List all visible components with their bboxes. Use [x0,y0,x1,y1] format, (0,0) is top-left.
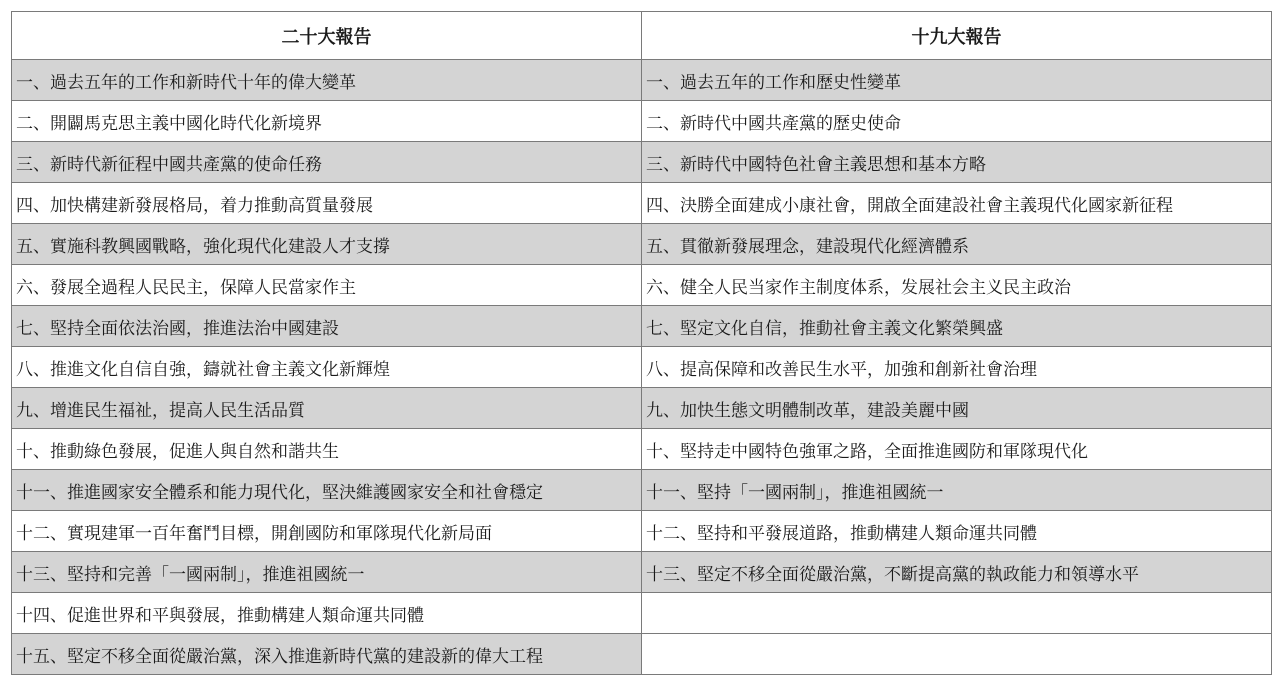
cell-19th: 一、過去五年的工作和歷史性變革 [642,60,1272,101]
cell-20th: 四、加快構建新發展格局，着力推動高質量發展 [12,183,642,224]
cell-19th: 七、堅定文化自信，推動社會主義文化繁榮興盛 [642,306,1272,347]
table-header-row [12,12,1272,60]
table-row [12,470,1272,511]
cell-20th: 一、過去五年的工作和新時代十年的偉大變革 [12,60,642,101]
cell-20th: 十二、實現建軍一百年奮鬥目標，開創國防和軍隊現代化新局面 [12,511,642,552]
table-row [12,347,1272,388]
table-row [12,101,1272,142]
cell-20th: 十四、促進世界和平與發展，推動構建人類命運共同體 [12,593,642,634]
cell-19th-empty [642,634,1272,675]
cell-20th: 十、推動綠色發展，促進人與自然和諧共生 [12,429,642,470]
cell-19th: 三、新時代中國特色社會主義思想和基本方略 [642,142,1272,183]
comparison-table-container [11,11,1271,675]
table-row [12,60,1272,101]
table-row [12,552,1272,593]
table-row [12,183,1272,224]
cell-20th: 二、開闢馬克思主義中國化時代化新境界 [12,101,642,142]
cell-19th: 十、堅持走中國特色強軍之路，全面推進國防和軍隊現代化 [642,429,1272,470]
table-row [12,224,1272,265]
cell-20th: 五、實施科教興國戰略，強化現代化建設人才支撐 [12,224,642,265]
cell-20th: 十一、推進國家安全體系和能力現代化，堅決維護國家安全和社會穩定 [12,470,642,511]
table-row [12,265,1272,306]
cell-19th: 十三、堅定不移全面從嚴治黨，不斷提高黨的執政能力和領導水平 [642,552,1272,593]
cell-20th: 八、推進文化自信自強，鑄就社會主義文化新輝煌 [12,347,642,388]
report-comparison-table [11,11,1272,675]
table-row [12,511,1272,552]
cell-20th: 九、增進民生福祉，提高人民生活品質 [12,388,642,429]
cell-19th: 八、提高保障和改善民生水平，加強和創新社會治理 [642,347,1272,388]
cell-19th: 四、決勝全面建成小康社會，開啟全面建設社會主義現代化國家新征程 [642,183,1272,224]
cell-19th-empty [642,593,1272,634]
table-row [12,593,1272,634]
table-row [12,634,1272,675]
cell-19th: 十二、堅持和平發展道路，推動構建人類命運共同體 [642,511,1272,552]
header-20th-report: 二十大報告 [12,12,642,60]
cell-19th: 九、加快生態文明體制改革，建設美麗中國 [642,388,1272,429]
cell-20th: 七、堅持全面依法治國，推進法治中國建設 [12,306,642,347]
cell-20th: 三、新時代新征程中國共產黨的使命任務 [12,142,642,183]
cell-19th: 十一、堅持「一國兩制」，推進祖國統一 [642,470,1272,511]
cell-20th: 十五、堅定不移全面從嚴治黨，深入推進新時代黨的建設新的偉大工程 [12,634,642,675]
cell-19th: 二、新時代中國共產黨的歷史使命 [642,101,1272,142]
cell-20th: 六、發展全過程人民民主，保障人民當家作主 [12,265,642,306]
cell-19th: 六、健全人民当家作主制度体系，发展社会主义民主政治 [642,265,1272,306]
table-row [12,429,1272,470]
header-19th-report: 十九大報告 [642,12,1272,60]
cell-19th: 五、貫徹新發展理念，建設現代化經濟體系 [642,224,1272,265]
cell-20th: 十三、堅持和完善「一國兩制」，推進祖國統一 [12,552,642,593]
table-row [12,388,1272,429]
table-row [12,142,1272,183]
table-row [12,306,1272,347]
